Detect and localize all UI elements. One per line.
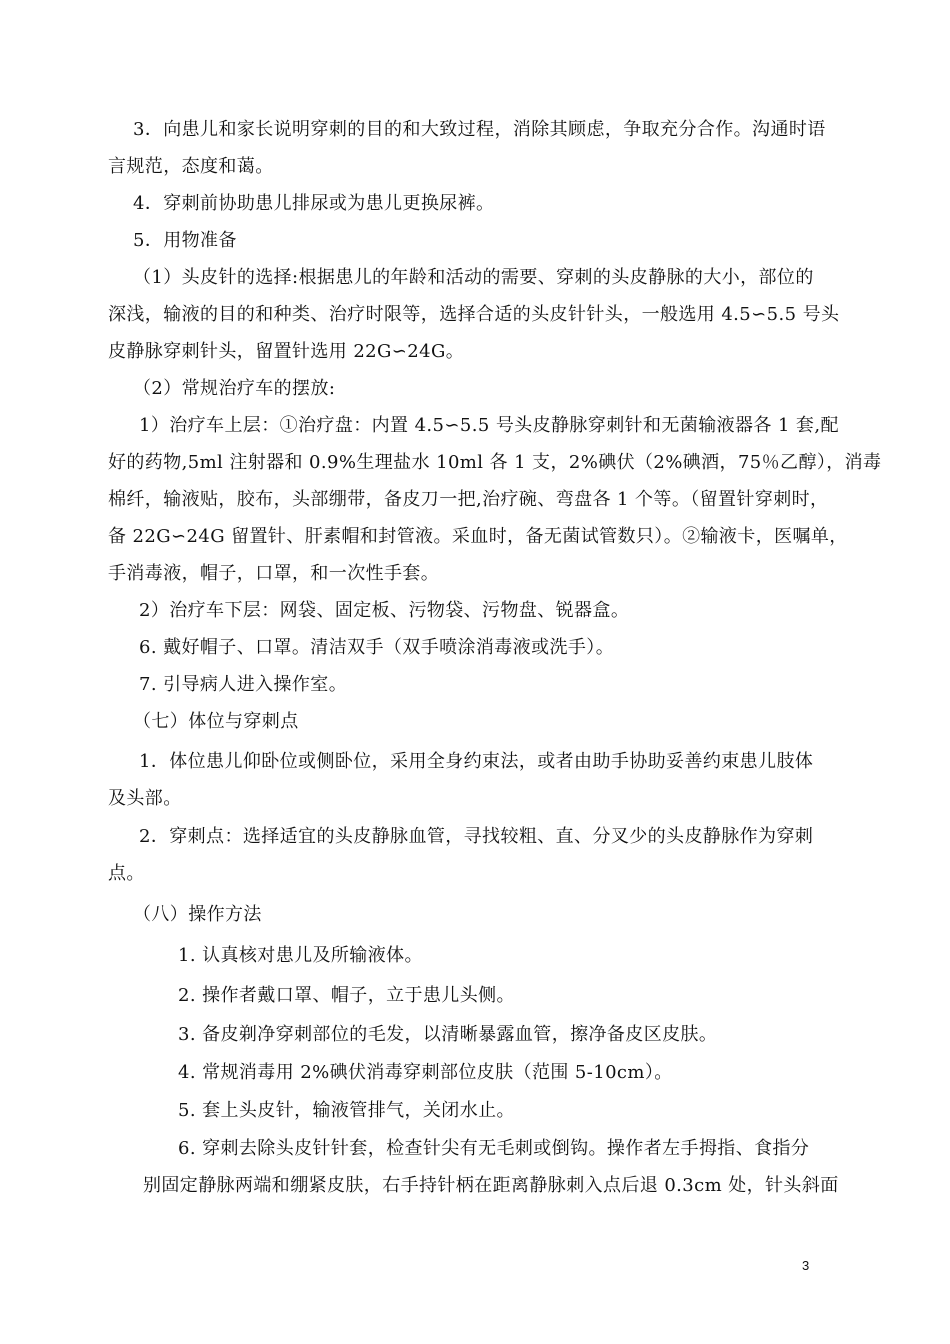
text-line: 深浅，输液的目的和种类、治疗时限等，选择合适的头皮针针头，一般选用 4.5∽5.5 号头	[108, 304, 840, 325]
text-line: 3. 备皮剃净穿刺部位的毛发，以清晰暴露血管，擦净备皮区皮肤。	[178, 1024, 718, 1045]
text-line: 1. 认真核对患儿及所输液体。	[178, 945, 423, 966]
section-heading: （八）操作方法	[133, 904, 262, 925]
text-line: 及头部。	[108, 788, 182, 809]
text-line: 1．体位患儿仰卧位或侧卧位，采用全身约束法，或者由助手协助妥善约束患儿肢体	[139, 751, 814, 772]
text-line: 5．用物准备	[133, 230, 237, 251]
text-line: 好的药物,5ml 注射器和 0.9%生理盐水 10ml 各 1 支，2%碘伏（2%碘酒，75％乙醇），消毒	[108, 452, 882, 473]
text-line: 点。	[108, 863, 145, 884]
text-line: 备 22G∽24G 留置针、肝素帽和封管液。采血时，备无菌试管数只）。②输液卡，医嘱单，	[108, 526, 848, 547]
text-line: 2. 操作者戴口罩、帽子，立于患儿头侧。	[178, 985, 515, 1006]
text-line: 手消毒液，帽子，口罩，和一次性手套。	[108, 563, 440, 584]
page-number: 3	[802, 1258, 810, 1273]
text-line: （七）体位与穿刺点	[133, 711, 299, 732]
text-line: （1）头皮针的选择:根据患儿的年龄和活动的需要、穿刺的头皮静脉的大小，部位的	[133, 267, 814, 288]
text-line: 皮静脉穿刺针头，留置针选用 22G∽24G。	[108, 341, 465, 362]
text-line: 6. 穿刺去除头皮针针套，检查针尖有无毛刺或倒钩。操作者左手拇指、食指分	[178, 1138, 810, 1159]
text-line: 3．向患儿和家长说明穿刺的目的和大致过程，消除其顾虑，争取充分合作。沟通时语	[133, 119, 826, 140]
text-line: 4．穿刺前协助患儿排尿或为患儿更换尿裤。	[133, 193, 495, 214]
text-line: 7. 引导病人进入操作室。	[139, 674, 348, 695]
text-line: 言规范，态度和蔼。	[108, 156, 274, 177]
text-line: 4. 常规消毒用 2%碘伏消毒穿刺部位皮肤（范围 5-10cm）。	[178, 1062, 673, 1083]
text-line: 别固定静脉两端和绷紧皮肤，右手持针柄在距离静脉刺入点后退 0.3cm 处，针头斜面	[143, 1175, 839, 1196]
text-line: 2．穿刺点：选择适宜的头皮静脉血管，寻找较粗、直、分叉少的头皮静脉作为穿刺	[139, 826, 814, 847]
text-line: 1）治疗车上层：①治疗盘：内置 4.5∽5.5 号头皮静脉穿刺针和无菌输液器各 1 套,配	[139, 415, 839, 436]
text-line: 2）治疗车下层：网袋、固定板、污物袋、污物盘、锐器盒。	[139, 600, 630, 621]
text-line: 6. 戴好帽子、口罩。清洁双手（双手喷涂消毒液或洗手）。	[139, 637, 615, 658]
text-line: 5. 套上头皮针，输液管排气，关闭水止。	[178, 1100, 515, 1121]
text-line: 棉纤，输液贴，胶布，头部绷带，备皮刀一把,治疗碗、弯盘各 1 个等。（留置针穿刺时，	[108, 489, 829, 510]
text-line: （2）常规治疗车的摆放:	[133, 378, 336, 399]
